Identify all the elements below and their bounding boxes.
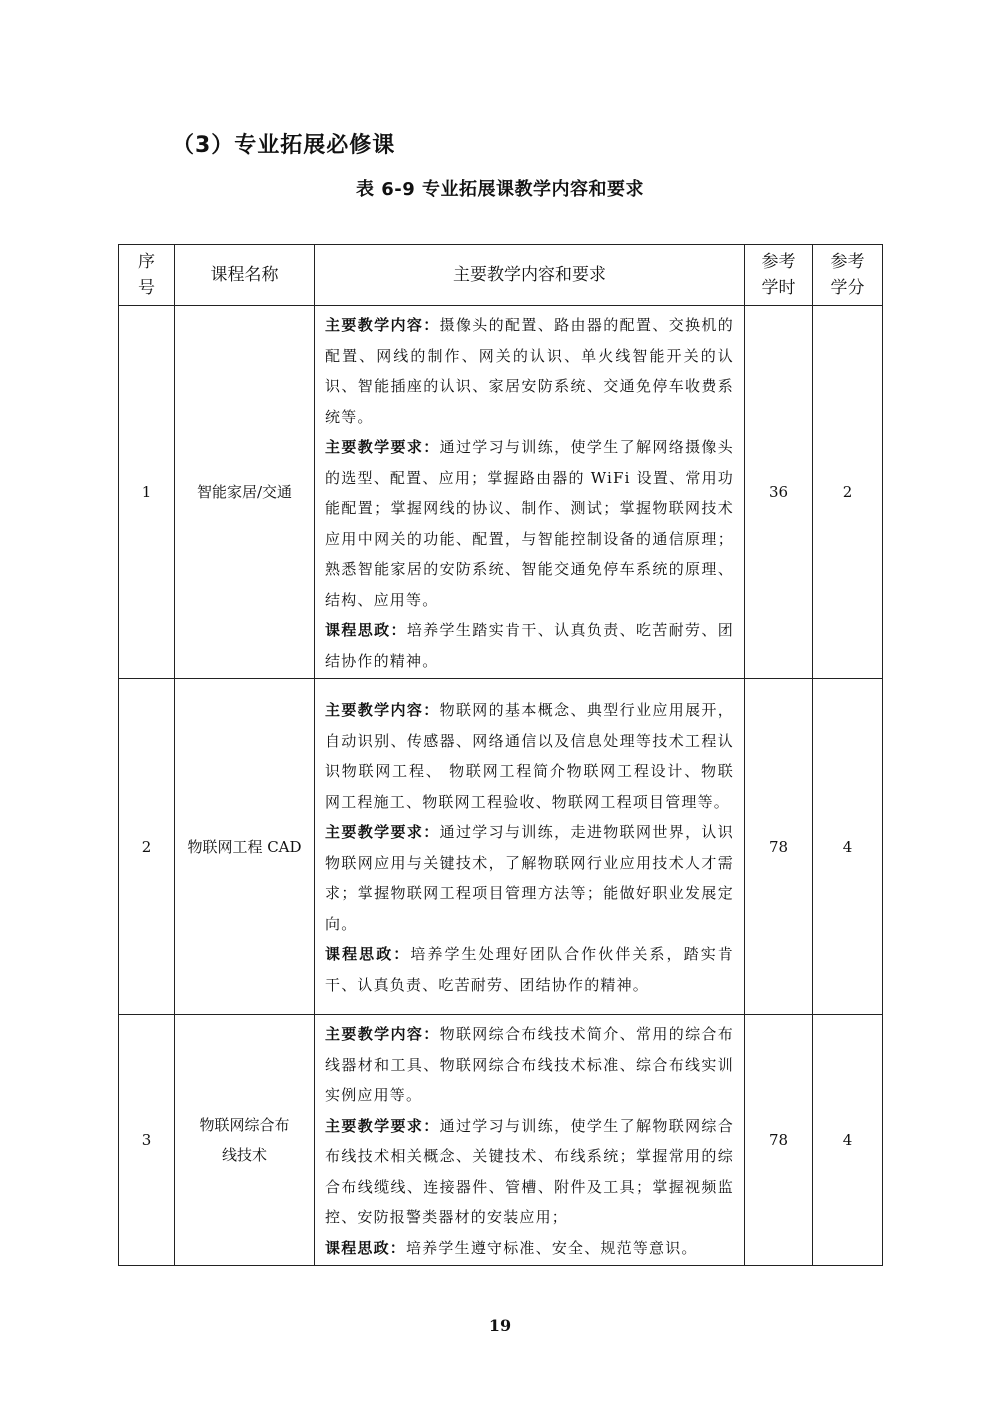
header-credits xyxy=(813,245,883,306)
ideology-paragraph xyxy=(325,615,734,676)
content-label: 主要教学内容： xyxy=(325,701,440,719)
requirement-text: 通过学习与训练，使学生了解网络摄像头的选型、配置、应用；掌握路由器的 WiFi 设置、常用功能配置；掌握网线的协议、制作、测试；掌握物联网技术应用中网关的功能、配置，与智能控制设备的通信原理；熟悉智能家居的安防系统、智能交通免停车系统的原理、结构、应用等。 xyxy=(325,438,735,609)
header-content: 主要教学内容和要求 xyxy=(315,245,745,306)
content-label: 主要教学内容： xyxy=(325,316,440,334)
row-course-name: 智能家居/交通 xyxy=(175,306,315,679)
requirement-paragraph xyxy=(325,1111,734,1233)
course-name-line1: 物联网综合布 xyxy=(199,1116,290,1134)
header-index-line1: 序 xyxy=(138,252,155,272)
row-course-name: 物联网工程 CAD xyxy=(175,679,315,1015)
content-paragraph xyxy=(325,310,734,432)
content-text: 物联网综合布线技术简介、常用的综合布线器材和工具、物联网综合布线技术标准、综合布线实训实例应用等。 xyxy=(325,1025,735,1104)
requirement-paragraph xyxy=(325,432,734,615)
row-credits: 4 xyxy=(813,679,883,1015)
course-table xyxy=(118,244,883,1266)
header-hours-line1: 参考 xyxy=(761,252,796,272)
header-credits-line2: 学分 xyxy=(830,278,865,298)
page-number: 19 xyxy=(488,1316,512,1335)
row-hours: 36 xyxy=(745,306,813,679)
header-index xyxy=(119,245,175,306)
ideology-paragraph xyxy=(325,939,734,1000)
header-credits-line1: 参考 xyxy=(830,252,865,272)
ideology-text: 培养学生处理好团队合作伙伴关系，踏实肯干、认真负责、吃苦耐劳、团结协作的精神。 xyxy=(325,945,734,994)
content-text: 摄像头的配置、路由器的配置、交换机的配置、网线的制作、网关的认识、单火线智能开关的认识、智能插座的认识、家居安防系统、交通免停车收费系统等。 xyxy=(325,316,735,426)
content-paragraph xyxy=(325,695,734,817)
row-credits: 4 xyxy=(813,1015,883,1266)
row-content-cell xyxy=(315,306,745,679)
content-text: 物联网的基本概念、典型行业应用展开，自动识别、传感器、网络通信以及信息处理等技术工程认识物联网工程、 物联网工程简介物联网工程设计、物联网工程施工、物联网工程验收、物联网工程项目管理等。 xyxy=(325,701,735,811)
ideology-text: 培养学生踏实肯干、认真负责、吃苦耐劳、团结协作的精神。 xyxy=(325,621,734,670)
table-row xyxy=(119,679,883,1015)
requirement-text: 通过学习与训练，使学生了解物联网综合布线技术相关概念、关键技术、布线系统；掌握常用的综合布线缆线、连接器件、管槽、附件及工具；掌握视频监控、安防报警类器材的安装应用； xyxy=(325,1116,735,1226)
ideology-text: 培养学生遵守标准、安全、规范等意识。 xyxy=(406,1238,698,1257)
requirement-paragraph xyxy=(325,817,734,939)
header-index-line2: 号 xyxy=(138,278,155,298)
requirement-label: 主要教学要求： xyxy=(325,823,440,841)
row-index: 3 xyxy=(119,1015,175,1266)
ideology-label: 课程思政： xyxy=(325,1238,407,1257)
ideology-label: 课程思政： xyxy=(325,945,411,963)
table-row xyxy=(119,1015,883,1266)
requirement-text: 通过学习与训练，走进物联网世界，认识物联网应用与关键技术，了解物联网行业应用技术人才需求；掌握物联网工程项目管理方法等；能做好职业发展定向。 xyxy=(325,823,735,933)
row-hours: 78 xyxy=(745,1015,813,1266)
row-content-cell xyxy=(315,1015,745,1266)
table-header-row xyxy=(119,245,883,306)
row-index: 2 xyxy=(119,679,175,1015)
ideology-label: 课程思政： xyxy=(325,621,407,639)
content-paragraph xyxy=(325,1019,734,1111)
course-name-line2: 线技术 xyxy=(221,1146,267,1164)
row-credits: 2 xyxy=(813,306,883,679)
requirement-label: 主要教学要求： xyxy=(325,1116,440,1135)
header-course-name: 课程名称 xyxy=(175,245,315,306)
header-hours-line2: 学时 xyxy=(761,278,796,298)
header-hours xyxy=(745,245,813,306)
section-heading: （3）专业拓展必修课 xyxy=(172,133,396,158)
row-course-name xyxy=(175,1015,315,1266)
table-caption: 表 6-9 专业拓展课教学内容和要求 xyxy=(355,179,645,200)
row-index: 1 xyxy=(119,306,175,679)
row-content-cell xyxy=(315,679,745,1015)
requirement-label: 主要教学要求： xyxy=(325,438,440,456)
table-row xyxy=(119,306,883,679)
content-label: 主要教学内容： xyxy=(325,1025,440,1043)
ideology-paragraph xyxy=(325,1233,734,1264)
row-hours: 78 xyxy=(745,679,813,1015)
